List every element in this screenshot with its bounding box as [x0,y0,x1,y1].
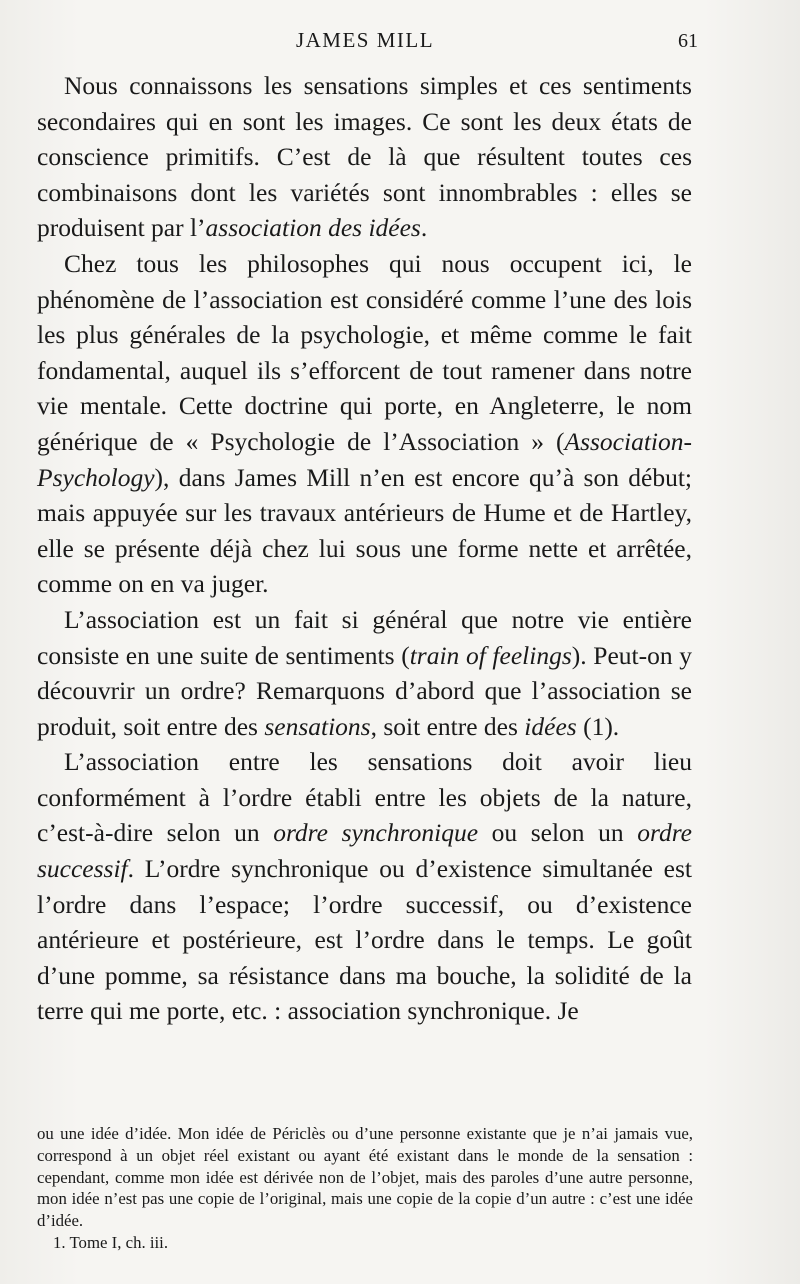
italic-run: Association-Psychology [37,426,692,492]
paragraph [37,744,692,1029]
italic-run: train of feelings [409,640,572,670]
italic-run: ordre synchronique [273,818,479,848]
text-run: L’association est un fait si général que notre vie entière consiste en une suite de sentiments ( [37,604,692,670]
footnote-continued: ou une idée d’idée. Mon idée de Périclès ou d’une personne existante que je n’ai jamais vue, correspond à un objet réel existant ou ayant été existant dans le monde de la sensation : cependant, comme mon idée est dérivée non de l’objet, mais des paroles d’une autre personne, mon idée n’est pas une copie de l’original, mais une copie de la copie d’un autre : c’est une idée d’idée. [37,1124,693,1231]
italic-run: association des idées [205,213,421,243]
text-run: . L’ordre synchronique ou d’existence simultanée est l’ordre dans l’espace; l’ordre successif, ou d’existence antérieure et postérieure, est l’ordre dans le temps. Le goût d’une pomme, sa résistance dans ma bouche, la solidité de la terre qui me porte, etc. : association synchronique. Je [37,854,692,1026]
text-run: Nous connaissons les sensations simples et ces sentiments secondaires qui en sont les images. Ce sont les deux états de conscience primitifs. C’est de là que résultent toutes ces combinaisons dont les variétés sont innombrables : elles se produisent par l’ [37,71,692,243]
page-number: 61 [678,30,698,52]
text-run: ). Peut-on y découvrir un ordre? Remarquons d’abord que l’association se produit, soit entre des [37,640,692,741]
footnote-1: 1. Tome I, ch. iii. [53,1232,169,1252]
text-run: ), dans James Mill n’en est encore qu’à son début; mais appuyée sur les travaux antérieurs de Hume et de Hartley, elle se présente déjà chez lui sous une forme nette et arrêtée, comme on en va juger. [37,462,692,599]
footnotes [37,1123,693,1254]
running-title: JAMES MILL [295,28,435,52]
main-text [37,68,692,1029]
paragraph [37,68,692,246]
text-run: , soit entre des [370,711,525,741]
paragraph [37,602,692,744]
page-header [40,28,698,58]
text-run: Chez tous les philosophes qui nous occupent ici, le phénomène de l’association est considéré comme l’une des lois les plus générales de la psychologie, et même comme le fait fondamental, auquel ils s’efforcent de tout ramener dans notre vie mentale. Cette doctrine qui porte, en Angleterre, le nom générique de « Psychologie de l’Association » ( [37,248,692,456]
text-run: . [420,213,428,243]
text-run: ou selon un [478,818,638,848]
text-run: (1). [576,711,620,741]
italic-run: ordre successif [37,818,692,884]
paragraph [37,246,692,602]
italic-run: sensations [264,711,371,741]
text-run: L’association entre les sensations doit avoir lieu conformément à l’ordre établi entre les objets de la nature, c’est-à-dire selon un [37,747,692,848]
italic-run: idées [524,711,577,741]
